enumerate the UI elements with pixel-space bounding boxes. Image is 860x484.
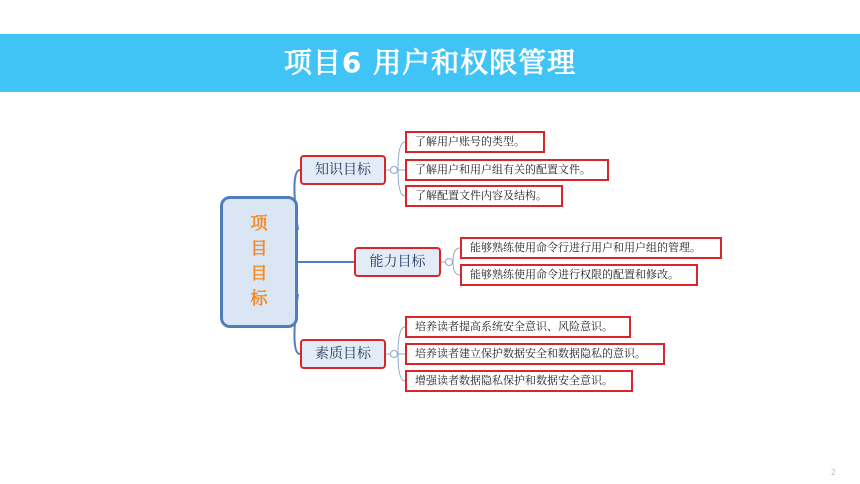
collapse-knob-ability (446, 259, 453, 266)
collapse-knob-knowledge (391, 167, 398, 174)
collapse-knob-quality (391, 351, 398, 358)
leaf-item: 培养读者建立保护数据安全和数据隐私的意识。 (405, 343, 665, 365)
leaf-item: 了解用户和用户组有关的配置文件。 (405, 159, 609, 181)
branch-quality-goals: 素质目标 (300, 339, 386, 369)
root-node (220, 196, 298, 328)
page-title: 项目6 用户和权限管理 (283, 46, 577, 79)
page-number: 2 (830, 468, 836, 477)
leaf-item: 增强读者数据隐私保护和数据安全意识。 (405, 370, 633, 392)
root-char: 标 (250, 289, 268, 309)
branch-knowledge-goals: 知识目标 (300, 155, 386, 185)
branch-ability-goals: 能力目标 (354, 247, 441, 277)
leaf-item: 能够熟练使用命令行进行用户和用户组的管理。 (460, 237, 722, 259)
root-char: 项 (250, 214, 268, 234)
leaf-item: 能够熟练使用命令进行权限的配置和修改。 (460, 264, 698, 286)
leaf-item: 培养读者提高系统安全意识、风险意识。 (405, 316, 631, 338)
leaf-item: 了解配置文件内容及结构。 (405, 185, 563, 207)
root-char: 目 (250, 239, 268, 259)
leaf-item: 了解用户账号的类型。 (405, 131, 545, 153)
root-char: 目 (250, 264, 268, 284)
